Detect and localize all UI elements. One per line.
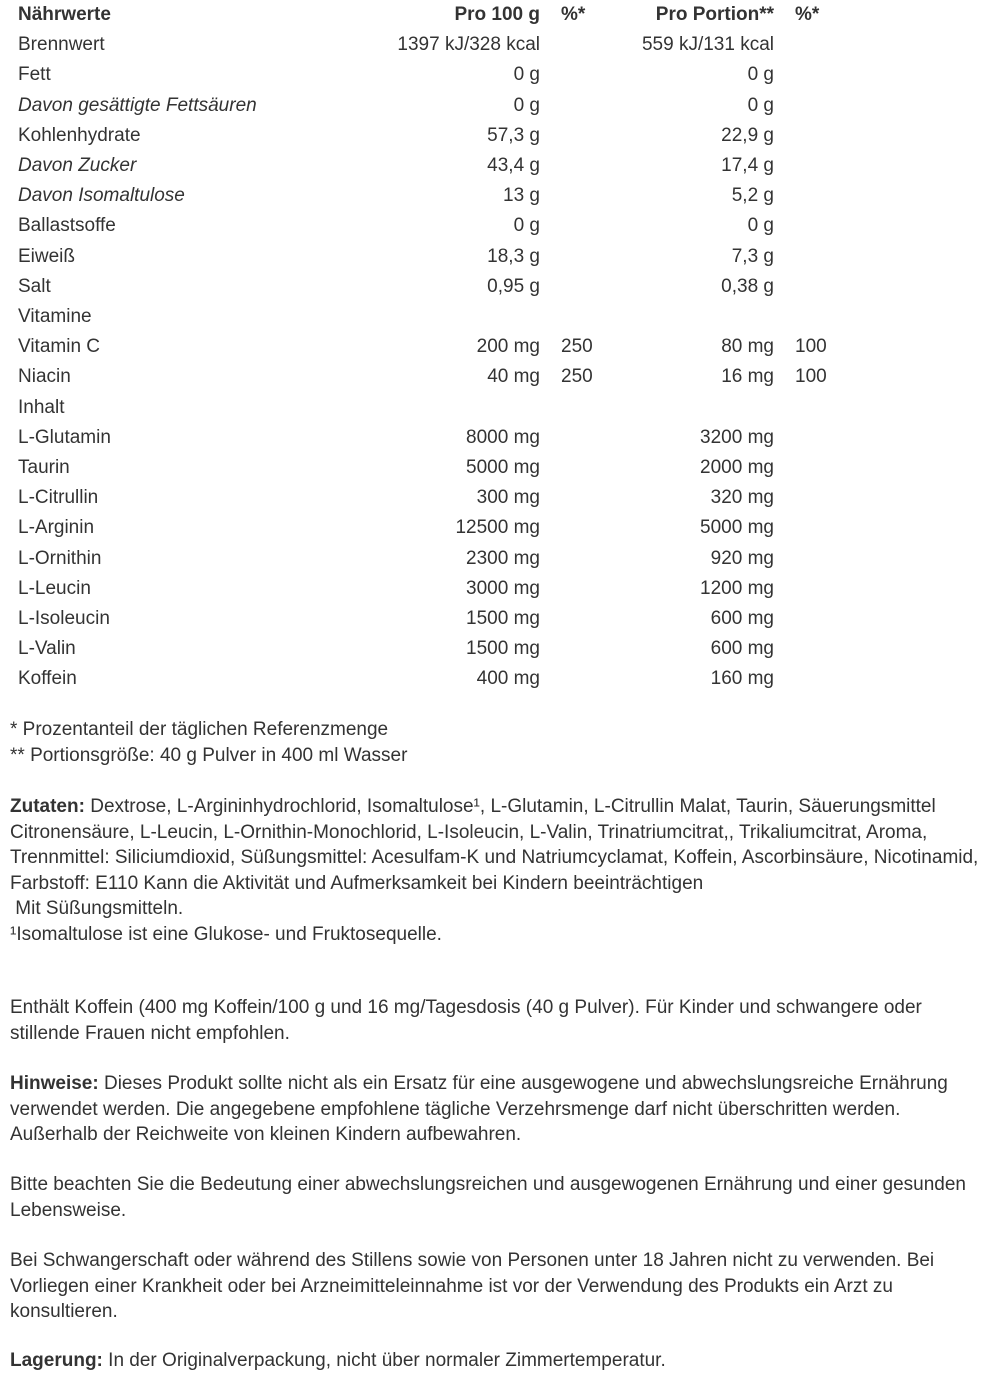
- table-row: [18, 634, 834, 664]
- percent-per-100g: [540, 544, 624, 574]
- value-per-portion: 1200 mg: [700, 577, 774, 599]
- percent-per-100g: [540, 513, 624, 543]
- header-per-portion: Pro Portion**: [655, 4, 774, 25]
- footnotes: [10, 717, 407, 768]
- value-per-portion: 17,4 g: [721, 155, 774, 177]
- value-per-100g: 200 mg: [476, 336, 540, 358]
- table-row: [18, 30, 834, 60]
- table-row: [18, 453, 834, 483]
- section-heading: Vitamine: [18, 306, 92, 328]
- value-per-100g: 1500 mg: [466, 608, 540, 630]
- percent-per-portion: [774, 242, 834, 272]
- caffeine-notice: Enthält Koffein (400 mg Koffein/100 g und 16 mg/Tagesdosis (40 g Pulver). Für Kinder und schwangere oder stillende Frauen nicht empfohlen.: [10, 997, 922, 1044]
- percent-per-portion: [774, 151, 834, 181]
- table-row: [18, 544, 834, 574]
- storage-label: Lagerung:: [10, 1350, 103, 1371]
- percent-per-100g: [540, 423, 624, 453]
- percent-per-portion: [774, 574, 834, 604]
- percent-per-100g: [540, 453, 624, 483]
- percent-per-100g: [540, 664, 624, 694]
- diet-notice: Bitte beachten Sie die Bedeutung einer abwechslungsreichen und ausgewogenen Ernährung und einer gesunden Lebensweise.: [10, 1174, 966, 1221]
- value-per-100g: 8000 mg: [466, 426, 540, 448]
- nutrient-name: Davon Zucker: [18, 155, 137, 177]
- nutrient-name: L-Leucin: [18, 577, 91, 599]
- nutrient-name: Taurin: [18, 457, 70, 479]
- header-percent-per-portion: %*: [795, 4, 820, 25]
- percent-per-portion: [774, 272, 834, 302]
- footnote-reference-amount: * Prozentanteil der täglichen Referenzmenge: [10, 719, 389, 740]
- value-per-portion: 0 g: [747, 215, 774, 237]
- nutrient-name: Eiweiß: [18, 245, 76, 267]
- value-per-portion: 5000 mg: [700, 517, 774, 539]
- nutrient-name: Davon Isomaltulose: [18, 185, 185, 207]
- storage-section: [10, 1348, 983, 1374]
- percent-per-portion: [774, 604, 834, 634]
- nutrient-name: L-Arginin: [18, 517, 95, 539]
- value-per-100g: 2300 mg: [466, 547, 540, 569]
- value-per-portion: 16 mg: [721, 366, 774, 388]
- header-percent-per-100g: %*: [561, 4, 586, 25]
- nutrient-name: Vitamin C: [18, 336, 101, 358]
- value-per-portion: 160 mg: [710, 668, 774, 690]
- percent-per-portion: 100: [795, 336, 827, 358]
- value-per-100g: 0,95 g: [487, 275, 540, 297]
- header-per-100g: Pro 100 g: [454, 4, 540, 25]
- value-per-100g: 13 g: [503, 185, 540, 207]
- value-per-portion: 2000 mg: [700, 457, 774, 479]
- value-per-portion: 0,38 g: [721, 275, 774, 297]
- table-header-row: [18, 0, 834, 30]
- table-row: [18, 181, 834, 211]
- value-per-100g: 57,3 g: [487, 124, 540, 146]
- percent-per-portion: [774, 91, 834, 121]
- value-per-100g: 300 mg: [476, 487, 540, 509]
- percent-per-portion: [774, 634, 834, 664]
- notes-section: [10, 1071, 983, 1148]
- value-per-portion: 320 mg: [710, 487, 774, 509]
- percent-per-100g: [540, 574, 624, 604]
- value-per-portion: 0 g: [747, 64, 774, 86]
- section-heading: Inhalt: [18, 396, 65, 418]
- nutrient-name: Salt: [18, 275, 51, 297]
- value-per-portion: 7,3 g: [731, 245, 774, 267]
- table-row: [18, 604, 834, 634]
- table-row: [18, 574, 834, 604]
- percent-per-100g: [540, 60, 624, 90]
- nutrient-name: Brennwert: [18, 34, 105, 56]
- nutrient-name: Kohlenhydrate: [18, 124, 141, 146]
- value-per-portion: 920 mg: [710, 547, 774, 569]
- percent-per-100g: 250: [561, 366, 593, 388]
- value-per-portion: 3200 mg: [700, 426, 774, 448]
- percent-per-100g: [540, 211, 624, 241]
- percent-per-100g: [540, 272, 624, 302]
- ingredients-text: Dextrose, L-Argininhydrochlorid, Isomaltulose¹, L-Glutamin, L-Citrullin Malat, Taurin, Säuerungsmittel Citronensäure, L-Leucin, L-Ornithin-Monochlorid, L-Isoleucin, L-Valin, Trinatriumcitrat,, Trikaliumcitrat, Aroma, Trennmittel: Siliciumdioxid, Süßungsmittel: Acesulfam-K und Natriumcyclamat, Koffein, Ascorbinsäure, Nicotinamid, Farbstoff: E110 Kann die Aktivität und Aufmerksamkeit bei Kindern beeinträchtigen: [10, 796, 979, 894]
- value-per-100g: 12500 mg: [455, 517, 540, 539]
- pregnancy-notice: Bei Schwangerschaft oder während des Stillens sowie von Personen unter 18 Jahren nicht zu verwenden. Bei Vorliegen einer Krankheit oder bei Arzneimitteleinnahme ist vor der Verwendung des Produkts ein Arzt zu konsultieren.: [10, 1250, 935, 1322]
- table-row: [18, 423, 834, 453]
- nutrient-name: Fett: [18, 64, 51, 86]
- value-per-100g: 3000 mg: [466, 577, 540, 599]
- table-row: [18, 362, 834, 392]
- sweetener-note: Mit Süßungsmitteln.: [10, 898, 184, 919]
- nutrient-name: L-Citrullin: [18, 487, 99, 509]
- value-per-portion: 600 mg: [710, 608, 774, 630]
- value-per-100g: 0 g: [513, 64, 540, 86]
- ingredients-section: [10, 794, 983, 947]
- nutrient-name: L-Isoleucin: [18, 608, 110, 630]
- value-per-100g: 400 mg: [476, 668, 540, 690]
- table-row: [18, 151, 834, 181]
- table-row: [18, 664, 834, 694]
- percent-per-portion: [774, 181, 834, 211]
- percent-per-100g: 250: [561, 336, 593, 358]
- nutrient-name: L-Ornithin: [18, 547, 102, 569]
- percent-per-100g: [540, 30, 624, 60]
- value-per-100g: 0 g: [513, 215, 540, 237]
- table-section-row: [18, 393, 834, 423]
- table-row: [18, 242, 834, 272]
- table-body: [18, 30, 834, 694]
- table-row: [18, 211, 834, 241]
- percent-per-portion: [774, 513, 834, 543]
- value-per-100g: 43,4 g: [487, 155, 540, 177]
- header-nutrients: Nährwerte: [18, 4, 111, 25]
- table-row: [18, 483, 834, 513]
- percent-per-100g: [540, 242, 624, 272]
- value-per-100g: 1500 mg: [466, 638, 540, 660]
- percent-per-100g: [540, 121, 624, 151]
- value-per-100g: 0 g: [513, 94, 540, 116]
- nutrient-name: Koffein: [18, 668, 77, 690]
- percent-per-100g: [540, 91, 624, 121]
- value-per-portion: 22,9 g: [721, 124, 774, 146]
- nutrition-table: [18, 0, 834, 695]
- storage-text: In der Originalverpackung, nicht über normaler Zimmertemperatur.: [102, 1350, 666, 1371]
- percent-per-100g: [540, 151, 624, 181]
- nutrient-name: Ballastsoffe: [18, 215, 116, 237]
- ingredients-label: Zutaten:: [10, 796, 85, 817]
- value-per-100g: 1397 kJ/328 kcal: [397, 34, 540, 56]
- percent-per-portion: [774, 211, 834, 241]
- percent-per-portion: [774, 423, 834, 453]
- table-row: [18, 121, 834, 151]
- nutrient-name: L-Valin: [18, 638, 76, 660]
- notes-label: Hinweise:: [10, 1073, 99, 1094]
- percent-per-100g: [540, 634, 624, 664]
- value-per-portion: 0 g: [747, 94, 774, 116]
- isomaltulose-note: ¹Isomaltulose ist eine Glukose- und Fruktosequelle.: [10, 923, 442, 945]
- footnote-portion-size: ** Portionsgröße: 40 g Pulver in 400 ml Wasser: [10, 744, 408, 766]
- value-per-portion: 5,2 g: [731, 185, 774, 207]
- table-section-row: [18, 302, 834, 332]
- value-per-portion: 600 mg: [710, 638, 774, 660]
- value-per-portion: 559 kJ/131 kcal: [641, 34, 774, 56]
- percent-per-portion: [774, 60, 834, 90]
- value-per-100g: 40 mg: [487, 366, 540, 388]
- percent-per-portion: [774, 483, 834, 513]
- notes-text: Dieses Produkt sollte nicht als ein Ersatz für eine ausgewogene und abwechslungsreiche Ernährung verwendet werden. Die angegebene empfohlene tägliche Verzehrsmenge darf nicht überschritten werden. Außerhalb der Reichweite von kleinen Kindern aufbewahren.: [10, 1073, 948, 1145]
- value-per-100g: 18,3 g: [487, 245, 540, 267]
- percent-per-100g: [540, 604, 624, 634]
- percent-per-portion: [774, 664, 834, 694]
- percent-per-100g: [540, 181, 624, 211]
- percent-per-100g: [540, 483, 624, 513]
- nutrient-name: Niacin: [18, 366, 71, 388]
- table-row: [18, 91, 834, 121]
- percent-per-portion: [774, 544, 834, 574]
- table-row: [18, 513, 834, 543]
- nutrient-name: L-Glutamin: [18, 426, 111, 448]
- value-per-portion: 80 mg: [721, 336, 774, 358]
- nutrient-name: Davon gesättigte Fettsäuren: [18, 94, 257, 116]
- percent-per-portion: [774, 121, 834, 151]
- table-row: [18, 332, 834, 362]
- value-per-100g: 5000 mg: [466, 457, 540, 479]
- percent-per-portion: [774, 453, 834, 483]
- percent-per-portion: [774, 30, 834, 60]
- table-row: [18, 272, 834, 302]
- percent-per-portion: 100: [795, 366, 827, 388]
- table-row: [18, 60, 834, 90]
